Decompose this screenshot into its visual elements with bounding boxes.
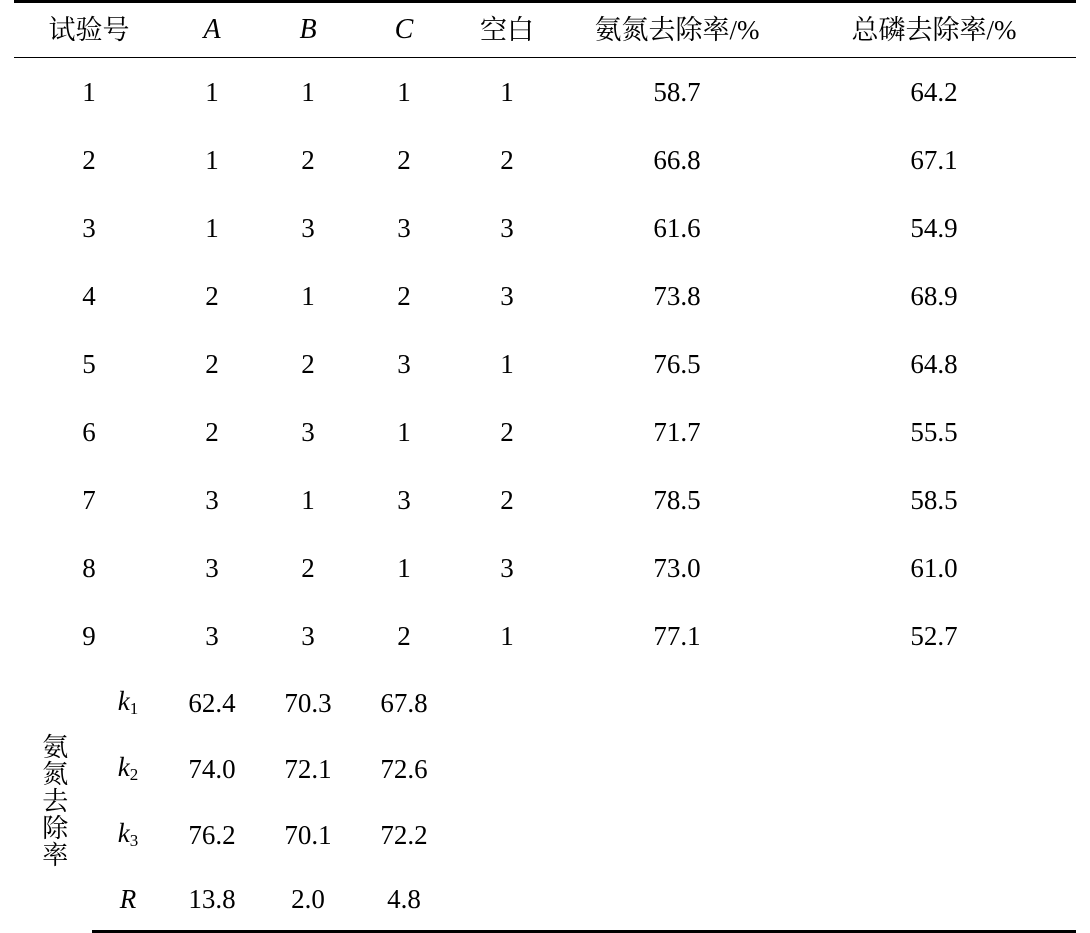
cell-factor-a: 3 (205, 485, 219, 515)
stats-tp-empty (792, 802, 1076, 868)
cell-nh3n: 73.0 (653, 553, 701, 583)
stats-label-k2-sub: 2 (129, 765, 139, 784)
stats-tp-empty (792, 868, 1076, 932)
table-row (14, 262, 1076, 330)
stats-a: 74.0 (188, 754, 236, 784)
stats-nh3n-empty (562, 868, 792, 932)
stats-b: 70.1 (284, 820, 332, 850)
stats-group-label (14, 670, 92, 932)
stats-label-r-letter: R (119, 884, 137, 914)
table-row (14, 126, 1076, 194)
cell-factor-b: 1 (301, 77, 315, 107)
cell-blank: 2 (500, 145, 514, 175)
stats-tp-empty (792, 736, 1076, 802)
stats-c: 72.2 (380, 820, 428, 850)
cell-trial-no: 6 (82, 417, 96, 447)
stats-b: 72.1 (284, 754, 332, 784)
stats-nh3n-empty (562, 670, 792, 736)
cell-tp: 58.5 (910, 485, 958, 515)
table-row (14, 868, 1076, 932)
cell-factor-a: 3 (205, 553, 219, 583)
stats-a: 62.4 (188, 688, 236, 718)
header-factor-c: C (356, 2, 452, 58)
stats-c: 4.8 (356, 868, 452, 932)
stats-label-k2-letter: k (117, 752, 130, 782)
cell-factor-b: 1 (301, 281, 315, 311)
stats-a: 76.2 (188, 820, 236, 850)
cell-blank: 1 (500, 349, 514, 379)
cell-factor-b: 2 (301, 553, 315, 583)
stats-blank-empty (452, 736, 562, 802)
cell-nh3n: 78.5 (653, 485, 701, 515)
stats-b: 2.0 (260, 868, 356, 932)
header-factor-a: A (164, 2, 260, 58)
stats-b: 70.3 (284, 688, 332, 718)
cell-factor-a: 1 (205, 213, 219, 243)
cell-nh3n: 61.6 (653, 213, 701, 243)
cell-blank: 1 (500, 77, 514, 107)
stats-c: 67.8 (380, 688, 428, 718)
table-header (14, 2, 1076, 58)
cell-factor-a: 2 (205, 281, 219, 311)
cell-factor-a: 1 (205, 145, 219, 175)
cell-nh3n: 76.5 (653, 349, 701, 379)
cell-tp: 61.0 (910, 553, 958, 583)
cell-factor-c: 3 (397, 485, 411, 515)
cell-factor-c: 2 (397, 145, 411, 175)
cell-nh3n: 77.1 (653, 621, 701, 651)
cell-tp: 64.8 (910, 349, 958, 379)
cell-tp: 64.2 (910, 77, 958, 107)
stats-a: 13.8 (164, 868, 260, 932)
table-row (14, 330, 1076, 398)
cell-factor-b: 2 (301, 349, 315, 379)
cell-blank: 3 (500, 281, 514, 311)
cell-factor-b: 2 (301, 145, 315, 175)
table-row (14, 398, 1076, 466)
stats-label-k2 (92, 736, 164, 802)
header-tp-removal: 总磷去除率/% (792, 2, 1076, 58)
trial-rows (14, 58, 1076, 671)
stats-label-k1-sub: 1 (129, 699, 139, 718)
header-row (14, 2, 1076, 58)
table-row (14, 534, 1076, 602)
cell-tp: 67.1 (910, 145, 958, 175)
cell-factor-b: 1 (301, 485, 315, 515)
cell-nh3n: 66.8 (653, 145, 701, 175)
cell-tp: 52.7 (910, 621, 958, 651)
cell-tp: 55.5 (910, 417, 958, 447)
stats-c: 72.6 (380, 754, 428, 784)
cell-factor-a: 3 (205, 621, 219, 651)
stats-label-r (92, 868, 164, 932)
cell-factor-a: 1 (205, 77, 219, 107)
table-row (14, 802, 1076, 868)
cell-factor-b: 3 (301, 417, 315, 447)
cell-factor-c: 1 (397, 77, 411, 107)
cell-factor-c: 1 (397, 417, 411, 447)
table-row (14, 602, 1076, 670)
stats-tp-empty (792, 670, 1076, 736)
stats-rows (14, 670, 1076, 932)
cell-blank: 3 (500, 213, 514, 243)
cell-blank: 1 (500, 621, 514, 651)
cell-trial-no: 7 (82, 485, 96, 515)
orthogonal-experiment-table (14, 0, 1076, 933)
header-nh3n-removal: 氨氮去除率/% (562, 2, 792, 58)
stats-blank-empty (452, 802, 562, 868)
stats-group-label-text: 氨氮去除率 (38, 733, 68, 869)
cell-tp: 68.9 (910, 281, 958, 311)
cell-factor-a: 2 (205, 349, 219, 379)
stats-label-k1-letter: k (117, 686, 130, 716)
cell-trial-no: 4 (82, 281, 96, 311)
cell-blank: 2 (500, 485, 514, 515)
cell-nh3n: 71.7 (653, 417, 701, 447)
stats-label-k3 (92, 802, 164, 868)
table-row (14, 736, 1076, 802)
table-row (14, 194, 1076, 262)
header-factor-b: B (260, 2, 356, 58)
cell-trial-no: 3 (82, 213, 96, 243)
stats-nh3n-empty (562, 736, 792, 802)
stats-label-k1 (92, 670, 164, 736)
cell-trial-no: 5 (82, 349, 96, 379)
cell-factor-b: 3 (301, 213, 315, 243)
cell-trial-no: 8 (82, 553, 96, 583)
cell-blank: 3 (500, 553, 514, 583)
stats-blank-empty (452, 868, 562, 932)
stats-nh3n-empty (562, 802, 792, 868)
table-row (14, 466, 1076, 534)
cell-factor-a: 2 (205, 417, 219, 447)
table-row (14, 670, 1076, 736)
cell-factor-c: 3 (397, 349, 411, 379)
stats-blank-empty (452, 670, 562, 736)
cell-trial-no: 2 (82, 145, 96, 175)
table-row (14, 58, 1076, 127)
cell-factor-c: 2 (397, 621, 411, 651)
cell-trial-no: 9 (82, 621, 96, 651)
cell-trial-no: 1 (82, 77, 96, 107)
stats-label-k3-letter: k (117, 818, 130, 848)
cell-factor-c: 3 (397, 213, 411, 243)
cell-factor-c: 2 (397, 281, 411, 311)
cell-nh3n: 58.7 (653, 77, 701, 107)
cell-factor-c: 1 (397, 553, 411, 583)
cell-blank: 2 (500, 417, 514, 447)
stats-label-k3-sub: 3 (129, 831, 139, 850)
cell-nh3n: 73.8 (653, 281, 701, 311)
header-trial-no: 试验号 (14, 2, 164, 58)
cell-tp: 54.9 (910, 213, 958, 243)
header-blank: 空白 (452, 2, 562, 58)
cell-factor-b: 3 (301, 621, 315, 651)
